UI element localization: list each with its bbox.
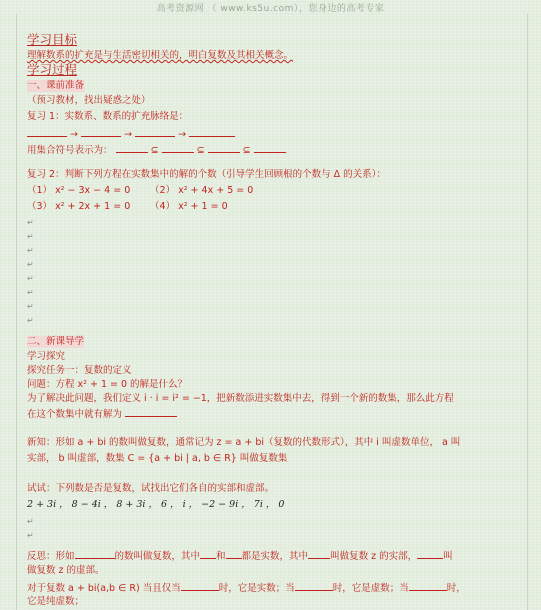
equations-row-2: （3） x² + 2x + 1 = 0 （4） x² + 1 = 0	[27, 201, 228, 212]
reflect-line-1: 反思：形如 的数叫做复数，其中 和 都是实数，其中 叫做复数 z 的实部， 叫	[27, 551, 453, 562]
paragraph-mark: ↵	[27, 246, 34, 255]
section-prepare-title: 一、课前准备	[27, 80, 85, 91]
paragraph-mark: ↵	[27, 218, 34, 227]
define-line-2: 在这个数集中就有解为	[27, 407, 177, 421]
question-text: 问题：方程 x² + 1 = 0 的解是什么？	[27, 379, 188, 390]
section-prepare-sub: （预习教材，找出疑惑之处）	[27, 95, 151, 106]
explore-title: 学习探究	[27, 351, 66, 362]
newknow-line-1: 新知：形如 a + bi 的数叫做复数，通常记为 z = a + bi（复数的代数形式），其中 i 叫虚数单位， a 叫	[27, 437, 461, 448]
heading-objective: 学习目标	[27, 32, 78, 47]
set-notation-line: 用集合符号表示为： ⊆ ⊆ ⊆	[27, 143, 286, 157]
objective-text: 理解数系的扩充是与生活密切相关的，明白复数及其相关概念。	[27, 50, 294, 61]
paragraph-mark: ↵	[27, 232, 34, 241]
define-line-1: 为了解决此问题，我们定义 i · i = i² = −1，把新数添进实数集中去，得到一个新的数集，那么此方程	[27, 393, 454, 404]
reflect-line-2: 做复数 z 的虚部。	[27, 565, 105, 576]
equations-row-1: （1） x² − 3x − 4 = 0 （2） x² + 4x + 5 = 0	[27, 185, 254, 196]
review1-label: 复习 1：实数系、数系的扩充脉络是：	[27, 111, 189, 122]
review1-blanks: → → →	[27, 127, 235, 141]
paragraph-mark: ↵	[27, 302, 34, 311]
newknow-line-2: 实部， b 叫虚部，数集 C = {a + bi | a, b ∈ R} 叫做复数集	[27, 453, 288, 464]
heading-process: 学习过程	[27, 62, 78, 77]
task1-title: 探究任务一：复数的定义	[27, 365, 132, 376]
header-watermark: 高考资源网 （ www.ks5u.com），您身边的高考专家	[156, 4, 385, 14]
condition-line-2: 它是纯虚数；	[27, 596, 85, 607]
review2-text: 复习 2：判断下列方程在实数集中的解的个数（引导学生回顾根的个数与 Δ 的关系）：	[27, 169, 386, 180]
condition-line-1: 对于复数 a + bi(a,b ∈ R) 当且仅当 时，它是实数；当 时，它是虚数；当 时，	[27, 583, 466, 594]
paragraph-mark: ↵	[27, 274, 34, 283]
paragraph-mark: ↵	[27, 517, 34, 526]
paragraph-mark: ↵	[27, 316, 34, 325]
paragraph-mark: ↵	[27, 260, 34, 269]
document-page	[16, 14, 528, 610]
paragraph-mark: ↵	[27, 288, 34, 297]
trial-text: 试试：下列数是否是复数，试找出它们各自的实部和虚部。	[27, 483, 275, 494]
trial-numbers: 2 + 3i ， 8 − 4i ， 8 + 3i ， 6 ， i ， −2 − 9i ， 7i ， 0	[27, 499, 285, 510]
paragraph-mark: ↵	[27, 531, 34, 540]
section-newlesson-title: 二、新课导学	[27, 336, 85, 347]
